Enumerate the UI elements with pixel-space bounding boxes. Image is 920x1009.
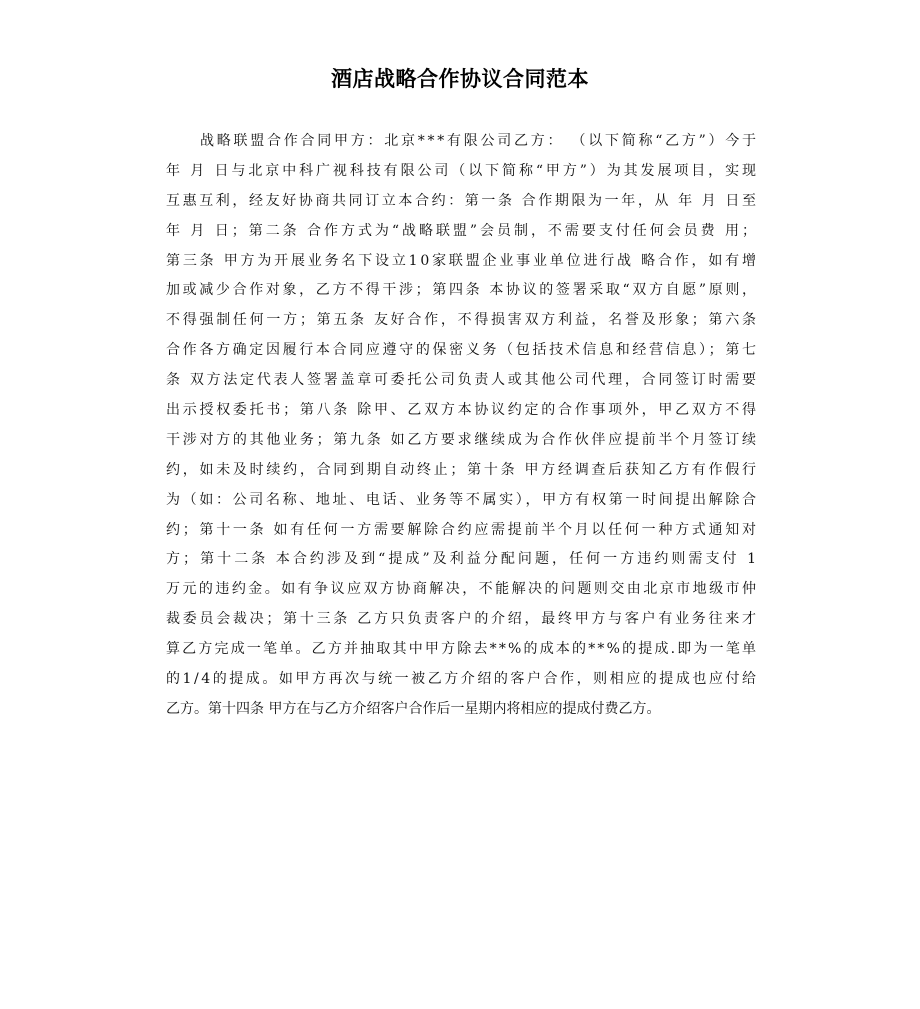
body-line: 条 双方法定代表人签署盖章可委托公司负责人或其他公司代理，合同签订时需要 — [166, 372, 759, 389]
body-line: 约；第十一条 如有任何一方需要解除合约应需提前半个月以任何一种方式通知对 — [166, 521, 759, 538]
body-line: 的1/4的提成。如甲方再次与统一被乙方介绍的客户合作，则相应的提成也应付给 — [166, 671, 759, 688]
body-line: 年 月 日与北京中科广视科技有限公司（以下简称“甲方”）为其发展项目，实现 — [166, 162, 759, 179]
body-line: 约，如未及时续约，合同到期自动终止；第十条 甲方经调查后获知乙方有作假行 — [166, 461, 759, 478]
body-line: 加或减少合作对象，乙方不得干涉；第四条 本协议的签署采取“双方自愿”原则， — [166, 282, 759, 299]
body-line: 干涉对方的其他业务；第九条 如乙方要求继续成为合作伙伴应提前半个月签订续 — [166, 431, 759, 448]
document-title: 酒店战略合作协议合同范本 — [331, 67, 589, 91]
body-line: 战略联盟合作合同甲方：北京***有限公司乙方： （以下简称“乙方”）今于 — [200, 133, 759, 149]
body-line: 万元的违约金。如有争议应双方协商解决，不能解决的问题则交由北京市地级市仲 — [166, 581, 759, 598]
document-body — [166, 127, 760, 725]
body-line: 乙方。第十四条 甲方在与乙方介绍客户合作后一星期内将相应的提成付费乙方。 — [166, 700, 661, 717]
body-line: 合作各方确定因履行本合同应遵守的保密义务（包括技术信息和经营信息）；第七 — [166, 342, 759, 359]
body-line: 不得强制任何一方；第五条 友好合作，不得损害双方利益，名誉及形象；第六条 — [166, 312, 759, 329]
body-line: 出示授权委托书；第八条 除甲、乙双方本协议约定的合作事项外，甲乙双方不得 — [166, 402, 759, 419]
body-line: 算乙方完成一笔单。乙方并抽取其中甲方除去**%的成本的**%的提成.即为一笔单 — [166, 641, 759, 658]
body-line: 裁委员会裁决；第十三条 乙方只负责客户的介绍，最终甲方与客户有业务往来才 — [166, 611, 759, 628]
body-line: 方；第十二条 本合约涉及到“提成”及利益分配问题，任何一方违约则需支付 1 — [166, 551, 760, 568]
body-line: 年 月 日；第二条 合作方式为“战略联盟”会员制，不需要支付任何会员费 用； — [166, 222, 759, 239]
body-line: 互惠互利，经友好协商共同订立本合约：第一条 合作期限为一年，从 年 月 日至 — [166, 192, 759, 209]
body-line: 为（如：公司名称、地址、电话、业务等不属实），甲方有权第一时间提出解除合 — [166, 491, 759, 508]
body-line: 第三条 甲方为开展业务名下设立10家联盟企业事业单位进行战 略合作，如有增 — [166, 252, 759, 269]
